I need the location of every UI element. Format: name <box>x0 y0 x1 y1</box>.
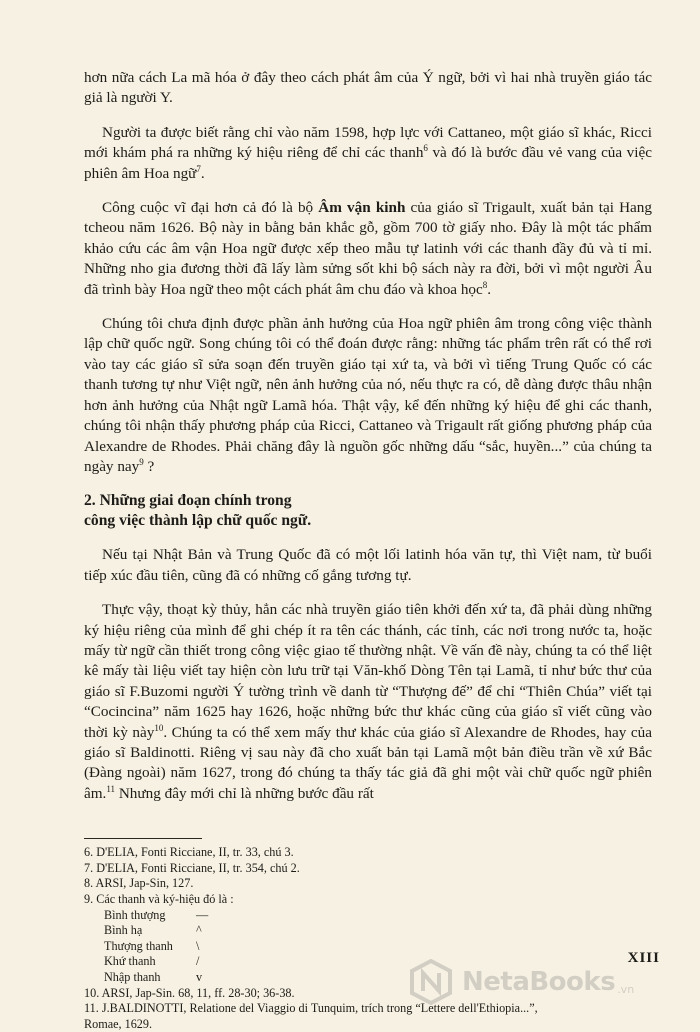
footnote-6: 6. D'ELIA, Fonti Ricciane, II, tr. 33, chú 3. <box>84 845 294 860</box>
tone-name: Thượng thanh <box>104 938 173 953</box>
paragraph-text: Nếu tại Nhật Bản và Trung Quốc đã có một lối latinh hóa văn tự, thì Việt nam, từ buổi tiếp xúc đầu tiên, cũng đã có những cố gắng tương tự. <box>84 546 652 584</box>
tone-name: Bình thượng <box>104 907 166 922</box>
tone-row <box>104 923 652 939</box>
heading-line-1: 2. Những giai đoạn chính trong <box>84 492 292 510</box>
paragraph-trigault <box>84 198 652 300</box>
watermark-text: NetaBooks <box>462 967 616 997</box>
section-heading <box>84 491 652 531</box>
paragraph-text: Nhưng đây mới chỉ là những bước đầu rất <box>115 784 374 802</box>
heading-line-2: công việc thành lập chữ quốc ngữ. <box>84 512 312 530</box>
paragraph-text: . <box>487 280 492 298</box>
footnote-ref-9[interactable]: 9 <box>139 456 144 467</box>
tone-row <box>104 939 652 955</box>
page-content <box>84 68 652 1032</box>
paragraph-influence <box>84 314 652 477</box>
paragraph-text: Công cuộc vĩ đại hơn cả đó là bộ <box>102 199 319 217</box>
footnote-divider <box>84 838 202 839</box>
page-number: XIII <box>627 950 660 966</box>
paragraph-japan-china <box>84 545 652 586</box>
footnote-7: 7. D'ELIA, Fonti Ricciane, II, tr. 354, chú 2. <box>84 860 300 875</box>
tone-name: Bình hạ <box>104 923 143 938</box>
watermark-suffix: .vn <box>617 982 635 996</box>
footnote-8: 8. ARSI, Jap-Sin, 127. <box>84 876 194 891</box>
tone-mark: ^ <box>196 923 202 938</box>
paragraph-text: . <box>200 164 205 182</box>
paragraph-text: hơn nữa cách La mã hóa ở đây theo cách phát âm của Ý ngữ, bởi vì hai nhà truyền giáo tác giả là người Y. <box>84 69 652 107</box>
paragraph-text: ? <box>143 457 155 475</box>
paragraph-missionaries <box>84 600 652 804</box>
tone-name: Nhập thanh <box>104 969 161 984</box>
footnote-ref-6[interactable]: 6 <box>423 143 428 154</box>
footnote-9: 9. Các thanh và ký-hiệu đó là : <box>84 891 234 906</box>
tone-row <box>104 908 652 924</box>
paragraph-text: . Chúng ta có thể xem mấy thư khác của giáo sĩ Alexandre de Rhodes, hay của giáo sĩ Baldinotti. Riêng vị sau này đã cho xuất bản tại Lamã một bản điều trần về xứ Bắc (Đàng ngoài) năm 1627, trong đó chúng ta thấy tác giả đã ghi một vài chữ quốc ngữ phiên âm. <box>84 723 652 802</box>
footnote-ref-11[interactable]: 11 <box>106 783 116 794</box>
netabooks-logo-icon <box>408 959 454 1005</box>
footnote-ref-7[interactable]: 7 <box>196 163 201 174</box>
footnote-10: 10. ARSI, Jap-Sin. 68, 11, ff. 28-30; 36-38. <box>84 985 295 1000</box>
footnote-11-continued: Romae, 1629. <box>84 1016 153 1031</box>
footnote-11: 11. J.BALDINOTTI, Relatione del Viaggio di Tunquim, trích trong “Lettere dell'Ethiopia...”, <box>84 1001 538 1016</box>
paragraph-text: và đó là bước đầu vẻ vang của việc phiên âm Hoa ngữ <box>84 144 652 182</box>
book-title: Âm vận kinh <box>318 199 406 217</box>
paragraph-ricci <box>84 123 652 184</box>
footnote-ref-8[interactable]: 8 <box>482 279 488 290</box>
tone-mark: \ <box>196 938 200 953</box>
tone-mark: / <box>196 954 200 969</box>
tone-name: Khứ thanh <box>104 954 156 969</box>
paragraph-continuation <box>84 68 652 109</box>
tone-mark: — <box>196 907 209 922</box>
paragraph-text: Người ta được biết rằng chỉ vào năm 1598, hợp lực với Cattaneo, một giáo sĩ khác, Ricci mới khám phá ra những ký hiệu riêng để chỉ các thanh <box>84 123 652 162</box>
watermark <box>408 955 698 1009</box>
tone-mark: v <box>196 969 203 984</box>
paragraph-text: Chúng tôi chưa định được phần ảnh hưởng của Hoa ngữ phiên âm trong công việc thành lập chữ quốc ngữ. Song chúng tôi có thể đoán được rằng: những tác phẩm trên rất có thể rơi vào tay các giáo sĩ sửa soạn đến truyền giáo tại xứ ta, và bởi vì tiếng Trung Quốc có các thanh tương tự như Việt ngữ, nên ảnh hưởng của nó, nếu thực ra có, dễ dàng được thâu nhận hơn ảnh hưởng của Nhật ngữ Lamã hóa. Thật vậy, kể đến những ký hiệu để ghi các thanh, chúng tôi nhận thấy phương pháp của Ricci, Cattaneo và Trigault rất giống phương pháp của Alexandre de Rhodes. Phải chăng đây là nguồn gốc những dấu “sắc, huyền...” của chúng ta ngày nay <box>84 315 652 475</box>
paragraph-text: Thực vậy, thoạt kỳ thủy, hẳn các nhà truyền giáo tiên khởi đến xứ ta, đã phải dùng những ký hiệu riêng của mình để ghi chép ít ra tên các thánh, các tỉnh, các nơi trong nước ta, hoặc mấy từ ngữ cần thiết trong công việc giao tế thường nhật. Về vấn đề này, chúng ta có thể liệt kê mấy tài liệu viết tay hiện còn lưu trữ tại Văn-khố Dòng Tên tại Lamã, tỉ như bức thư của giáo sĩ F.Buzomi người Ý tường trình về danh từ “Thượng đế” để chỉ “Thiên Chúa” viết tại “Cocincina” năm 1625 hay 1626, hoặc những bức thư khác cũng của giáo sĩ viết cũng vào thời kỳ này <box>84 601 652 741</box>
paragraph-text: của giáo sĩ Trigault, xuất bản tại Hang tcheou năm 1626. Bộ này in bằng bản khắc gỗ, gồm 700 tờ giấy nho. Đây là một tác phẩm khảo cứu các âm vận Hoa ngữ được xếp theo mẫu tự latinh với các thanh đầy đủ và tỉ mỉ. Những nho gia đương thời đã lấy làm sửng sốt khi bộ sách này ra đời, bởi vì một người Âu đã trình bày Hoa ngữ theo một cách phát âm chu đáo và khoa học <box>84 199 652 298</box>
footnote-ref-10[interactable]: 10 <box>154 722 164 733</box>
